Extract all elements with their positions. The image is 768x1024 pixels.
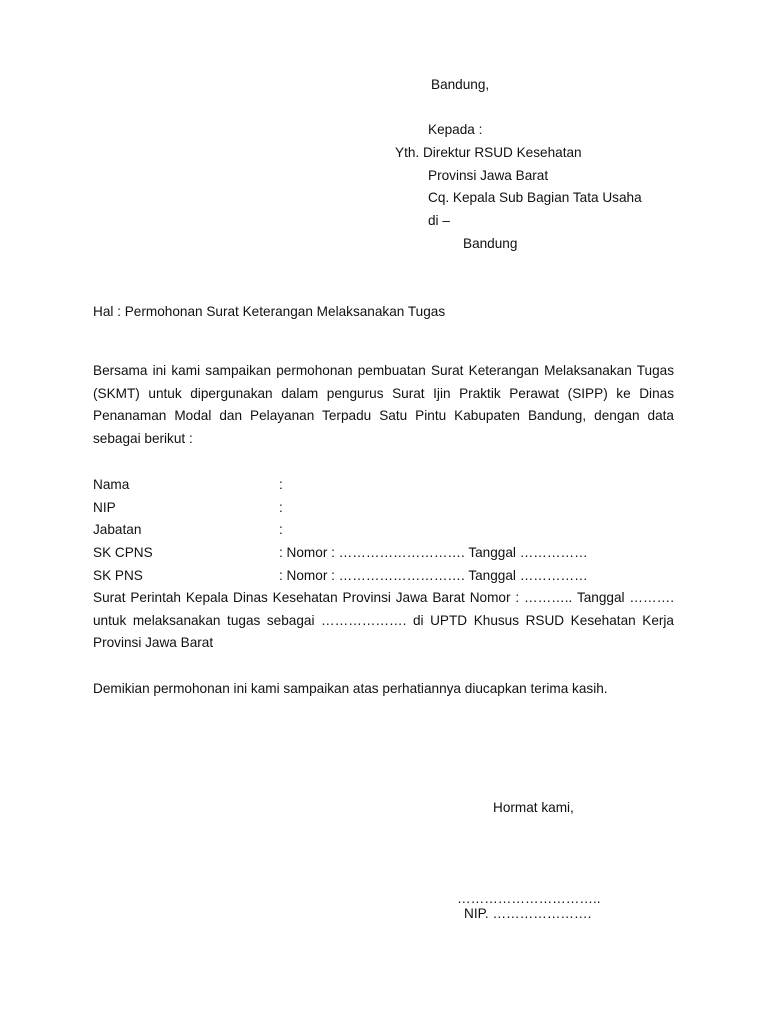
field-value: : Nomor : ………………………. Tanggal ……………: [279, 568, 588, 583]
signature-nip-line: NIP. ………………….: [464, 906, 592, 921]
kepada-label: Kepada :: [428, 122, 483, 137]
field-value: :: [279, 477, 283, 492]
field-label: Nama: [93, 477, 130, 492]
signature-greeting: Hormat kami,: [493, 800, 574, 815]
recipient-title: Yth. Direktur RSUD Kesehatan: [395, 145, 582, 160]
place-date: Bandung,: [431, 77, 490, 92]
field-row-nip: [93, 497, 674, 520]
intro-paragraph: Bersama ini kami sampaikan permohonan pembuatan Surat Keterangan Melaksanakan Tugas (SKMT) untuk dipergunakan dalam pengurus Surat Ijin Praktik Perawat (SIPP) ke Dinas Penanaman Modal dan Pelayanan Terpadu Satu Pintu Kabupaten Bandung, dengan data sebagai berikut :: [93, 363, 674, 447]
field-row-sk-pns: [93, 565, 674, 588]
letter-subject: Hal : Permohonan Surat Keterangan Melaksanakan Tugas: [93, 304, 446, 319]
field-value: :: [279, 500, 283, 515]
field-value: :: [279, 522, 283, 537]
recipient-province: Provinsi Jawa Barat: [428, 168, 549, 183]
order-paragraph: Surat Perintah Kepala Dinas Kesehatan Provinsi Jawa Barat Nomor : ……….. Tanggal ………. untuk melaksanakan tugas sebagai ………………. di UPTD Khusus RSUD Kesehatan Kerja Provinsi Jawa Barat: [93, 590, 674, 651]
field-row-sk-cpns: [93, 542, 674, 565]
recipient-di: di –: [428, 213, 450, 228]
field-label: NIP: [93, 500, 116, 515]
field-label: SK CPNS: [93, 545, 153, 560]
field-value: : Nomor : ………………………. Tanggal ……………: [279, 545, 588, 560]
field-label: SK PNS: [93, 568, 143, 583]
recipient-cq: Cq. Kepala Sub Bagian Tata Usaha: [428, 190, 642, 205]
signature-name-line: …………………………..: [457, 891, 601, 906]
recipient-city: Bandung: [463, 236, 518, 251]
field-label: Jabatan: [93, 522, 142, 537]
field-row-jabatan: [93, 519, 674, 542]
closing-paragraph: Demikian permohonan ini kami sampaikan atas perhatiannya diucapkan terima kasih.: [93, 681, 608, 696]
field-row-nama: [93, 474, 674, 497]
